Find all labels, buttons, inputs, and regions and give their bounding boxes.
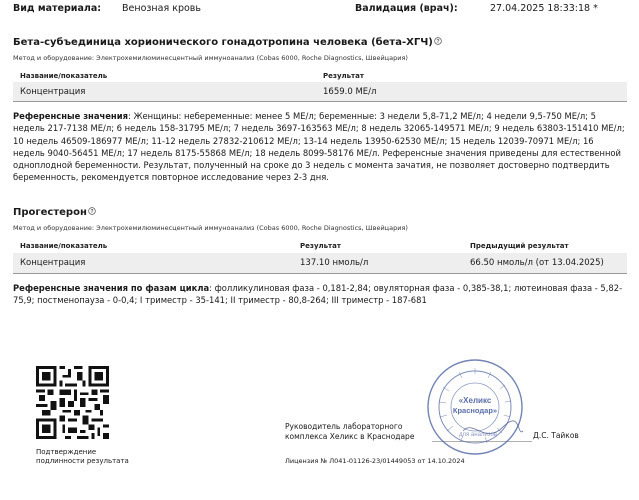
svg-text:?: ? [436, 38, 440, 45]
qr-caption [36, 448, 129, 466]
progesterone-title-text: Прогестерон [13, 207, 87, 218]
prog-row-result: 137.10 нмоль/л [300, 258, 369, 268]
hcg-ref-label: Референсные значения [13, 111, 128, 121]
stamp-city: Краснодар» [452, 406, 498, 415]
material-label: Вид материала: [13, 3, 102, 14]
qr-caption-line-2: подлинности результата [36, 457, 129, 465]
lab-head-line-2: комплекса Хеликс в Краснодаре [285, 432, 415, 441]
svg-text:?: ? [90, 208, 94, 215]
prog-col-prev: Предыдущий результат [470, 242, 569, 250]
qr-caption-line-1: Подтверждение [36, 448, 97, 456]
hcg-method: Метод и оборудование: Электрохемилюминесцентный иммуноанализ (Cobas 6000, Roche Diagnostics, Швейцария) [13, 54, 408, 62]
hcg-title [13, 37, 442, 48]
signer-name: Д.С. Тайков [533, 431, 579, 440]
prog-col-result: Результат [300, 242, 341, 250]
lab-head-line-1: Руководитель лабораторного [285, 422, 403, 431]
hcg-ref-text: : Женщины: небеременные: менее 5 МЕ/л; беременные: 3 недели 5,8-71,2 МЕ/л; 4 недели 9,5-750 МЕ/л; 5 недель 217-7138 МЕ/л; 6 недель 158-31795 МЕ/л; 7 недель 3697-163563 МЕ/л; 8 недель 32065-149571 МЕ/л; 9 недель 63803-151410 МЕ/л; 10 недель 46509-186977 МЕ/л; 11-12 недель 27832-210612 МЕ/л; 13-14 недель 13950-62530 МЕ/л; 15 недель 12039-70971 МЕ/л; 16 недель 9040-56451 МЕ/л; 17 недель 8175-55868 МЕ/л; 18 недель 8099-58176 МЕ/л. Референсные значения приведены для естественной одноплодной беременности. Результат, полученный на сроке до 3 недель с момента зачатия, не позволяет достоверно подтвердить беременность, рекомендуется повторное исследование через 2-3 дня. [13, 111, 625, 183]
hcg-reference [13, 110, 627, 184]
prog-row-name: Концентрация [20, 258, 86, 268]
hcg-row-name: Концентрация [20, 87, 86, 97]
lab-head-title [285, 422, 414, 442]
hcg-row-divider [13, 101, 627, 102]
hcg-row-result: 1659.0 МЕ/л [323, 87, 377, 97]
hcg-title-text: Бета-субъединица хорионического гонадотропина человека (бета-ХГЧ) [13, 37, 433, 48]
prog-ref-label: Референсные значения по фазам цикла [13, 283, 210, 293]
hcg-col-result: Результат [323, 72, 364, 80]
validation-label: Валидация (врач): [355, 3, 458, 14]
validation-value: 27.04.2025 18:33:18 * [490, 3, 598, 14]
prog-row-divider [13, 273, 627, 274]
hcg-col-name: Название/показатель [20, 72, 108, 80]
prog-ref-text: : фолликулиновая фаза - 0,181-2,84; овуляторная фаза - 0,385-38,1; лютеиновая фаза - 5,82-75,9; постменопауза - 0-0,4; I триместр - 35-141; II триместр - 80,8-264; III триместр - 187-681 [13, 283, 623, 306]
progesterone-method: Метод и оборудование: Электрохемилюминесцентный иммуноанализ (Cobas 6000, Roche Diagnostics, Швейцария) [13, 224, 408, 232]
qr-code-icon[interactable] [36, 366, 109, 439]
hcg-row-bg [13, 82, 627, 101]
info-icon[interactable] [434, 37, 442, 45]
prog-row-prev: 66.50 нмоль/л (от 13.04.2025) [470, 258, 604, 268]
stamp-seal-icon [425, 357, 525, 457]
material-value: Венозная кровь [122, 3, 201, 14]
stamp-sub: для анализов [459, 432, 497, 438]
info-icon[interactable] [88, 207, 96, 215]
license-text: Лицензия № Л041-01126-23/01449053 от 14.10.2024 [285, 457, 465, 465]
stamp-name: «Хеликс [458, 396, 492, 405]
prog-reference [13, 282, 627, 307]
prog-col-name: Название/показатель [20, 242, 108, 250]
progesterone-title [13, 207, 96, 218]
